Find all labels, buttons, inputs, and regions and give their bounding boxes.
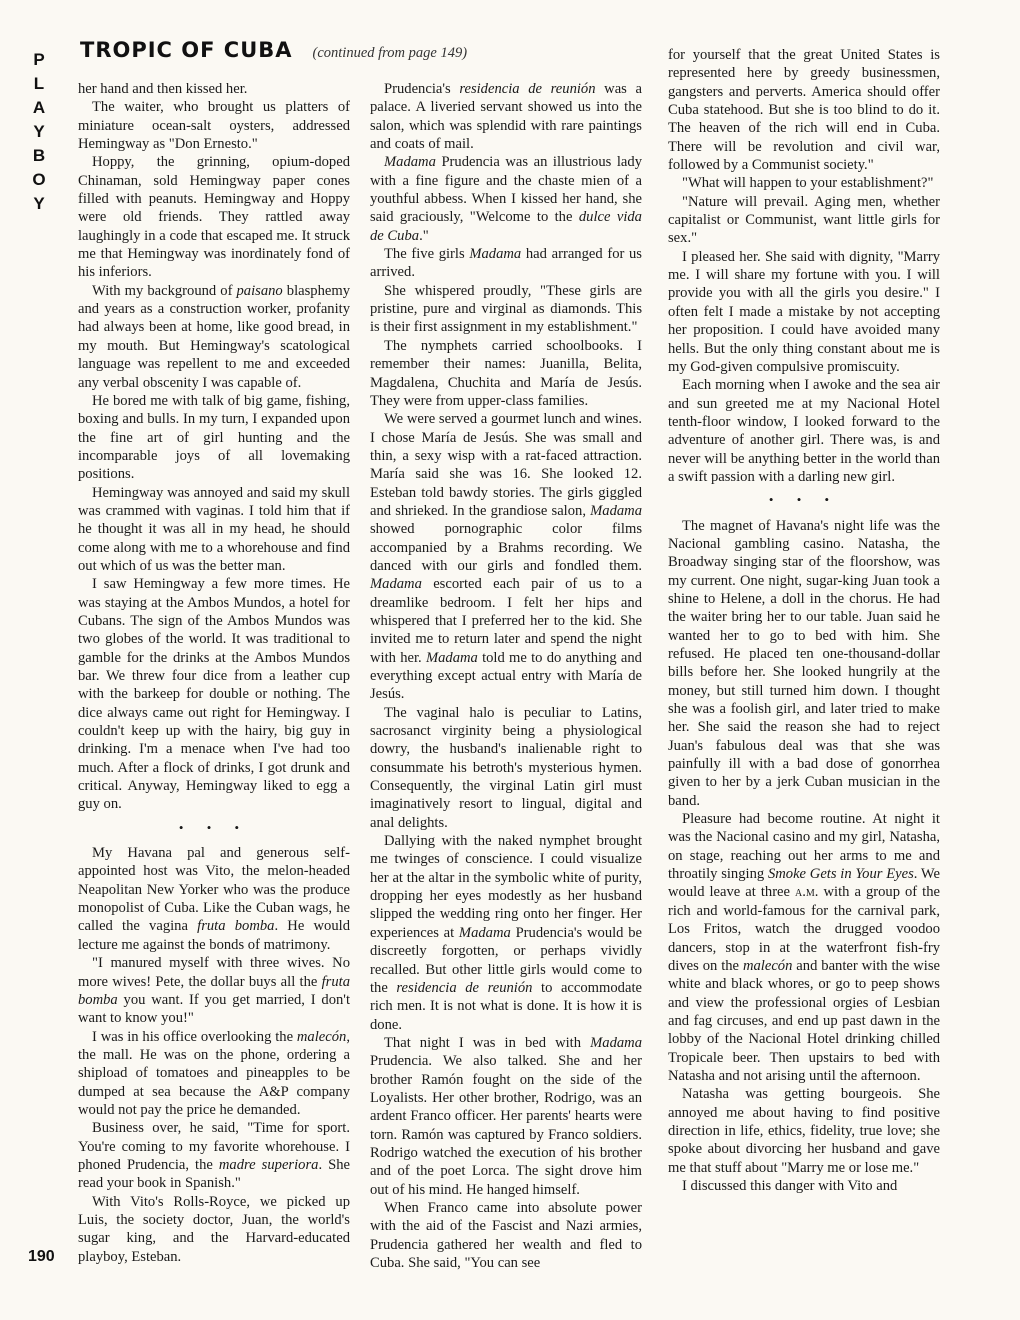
- article-header: [80, 38, 600, 78]
- paragraph: I discussed this danger with Vito and: [682, 1177, 898, 1194]
- masthead-letter: L: [33, 74, 45, 93]
- paragraph: Each morning when I awoke and the sea air and sun greeted me at my Nacional Hotel tenth-floor window, I looked forward to the adventure of another girl. There was, is and never will be anything better in the world than a swift passion with a darling new girl.: [668, 377, 940, 485]
- masthead-letter: O: [32, 170, 46, 189]
- paragraph: The waiter, who brought us platters of miniature ocean-salt oysters, addressed Hemingway as "Don Ernesto.": [78, 99, 350, 153]
- section-break: • • •: [178, 819, 250, 835]
- paragraph: Madama Prudencia was an illustrious lady with a fine figure and the chaste mien of a youthful abbess. When I kissed her hand, she said graciously, "Welcome to the dulce vida de Cuba.": [370, 154, 642, 244]
- article-title: TROPIC OF CUBA: [80, 38, 293, 62]
- paragraph: Pleasure had become routine. At night it was the Nacional casino and my girl, Natasha, on stage, reaching out her arms to me and throatily singing Smoke Gets in Your Eyes. We would leave at three a.m. with a group of the rich and world-famous for the carnival park, Los Fritos, watch the drugged voodoo dancers, stop in at the waterfront fish-fry dives on the malecón and banter with the wise white and black whores, or go to peep shows and view the professional orgies of Lesbian and fag circuses, and end up past dawn in the lobby of the Nacional Hotel drinking chilled Tropicale beer. Then upstairs to bed with Natasha and not arising until the afternoon.: [668, 811, 941, 1084]
- section-break: • • •: [768, 492, 840, 508]
- masthead-letter: P: [33, 50, 45, 69]
- paragraph: "Nature will prevail. Aging men, whether capitalist or Communist, want little girls for sex.": [668, 193, 940, 247]
- paragraph: I pleased her. She said with dignity, "Marry me. I will share my fortune with you. I will provide you with all the girls you desire." I often felt I made a mistake by not accepting her proposition. I could have avoided many hells. But the only thing constant about me is my God-given compulsive promiscuity.: [668, 248, 940, 375]
- masthead-letter: A: [32, 98, 46, 117]
- paragraph: Hoppy, the grinning, opium-doped Chinaman, sold Hemingway paper cones filled with peanuts. Hemingway and Hoppy were old friends. They rattled away laughingly in a code that escaped me. It struck me that Hemingway was inordinately fond of his inferiors.: [78, 154, 350, 281]
- continued-note: (continued from page 149): [312, 45, 468, 61]
- paragraph: Natasha was getting bourgeois. She annoyed me about having to find positive direction in life, ethics, fidelity, true love; she spoke about divorcing her husband and gave me that stuff about "Marry me or lose me.": [668, 1086, 940, 1176]
- masthead-letter: Y: [33, 122, 45, 141]
- paragraph: I was in his office overlooking the malecón, the mall. He was on the phone, ordering a shipload of tomatoes and pineapples to be dumped at sea because the A&P company would not pay the price he demanded.: [78, 1028, 350, 1118]
- paragraph: "What will happen to your establishment?": [682, 175, 934, 192]
- paragraph: My Havana pal and generous self-appointed host was Vito, the melon-headed Neapolitan New Yorker who was the produce monopolist of Cuba. Like the Cuban wags, he called the vagina fruta bomba. He would lecture me against the bonds of matrimony.: [78, 845, 351, 953]
- masthead-letter: B: [32, 146, 46, 165]
- paragraph: I saw Hemingway a few more times. He was staying at the Ambos Mundos, a hotel for Cubans. The sign of the Ambos Mundos was two globes of the world. It was traditional to gamble for the drinks at the Ambos Mundos bar. We threw four dice from a leather cup with the barkeep for double or nothing. The dice always came out right for Hemingway. I couldn't keep up with the hairy, big guy in drinking. I'm a menace when I've had too much. After a flock of drinks, I got drunk and critical. Anyway, Hemingway liked to egg a guy on.: [78, 576, 350, 813]
- paragraph: With my background of paisano blasphemy and years as a construction worker, profanity had always been at home, like good bread, in my mouth. But Hemingway's scatological language was repellent to me and exceeded any verbal obscenity I was capable of.: [78, 282, 350, 391]
- magazine-masthead: [30, 48, 48, 216]
- paragraph: The five girls Madama had arranged for us arrived.: [370, 246, 642, 281]
- paragraph: for yourself that the great United States is represented here by greedy businessmen, gangsters and perverts. America should offer Cuba statehood. But she is too blind to do it. The heaven of the rich will end in Cuba. There will be revolution and civil war, followed by a Communist society.": [668, 47, 940, 174]
- paragraph: That night I was in bed with Madama Prudencia. We also talked. She and her brother Ramón fought on the side of the Loyalists. Her other brother, Rodrigo, was an ardent Franco officer. Her parents' hearts were torn. Ramón was captured by Franco soldiers. Rodrigo watched the execution of his brother and of the poet Lorca. The sight drove him out of his mind. He hanged himself.: [370, 1034, 642, 1198]
- paragraph: "I manured myself with three wives. No more wives! Pete, the dollar buys all the fruta bomba you want. If you get married, I don't want to know you!": [78, 955, 350, 1027]
- paragraph: When Franco came into absolute power with the aid of the Fascist and Nazi armies, Prudencia gathered her wealth and fled to Cuba. She said, "You can see: [370, 1199, 642, 1271]
- text-column-1: [78, 80, 350, 1280]
- text-column-2: [370, 80, 642, 1280]
- paragraph: We were served a gourmet lunch and wines. I chose María de Jesús. She was small and thin, a sexy wisp with a rat-faced attraction. María said she was 16. She looked 12. Esteban told bawdy stories. The girls giggled and shrieked. In the grandiose salon, Madama showed pornographic color films accompanied by a Brahms recording. We danced with our girls and fondled them. Madama escorted each pair of us to a dreamlike bedroom. I felt her hips and whispered that I preferred her to the kid. She invited me to return later and spend the night with her. Madama told me to do anything and everything except actual entry with María de Jesús.: [370, 411, 642, 703]
- paragraph: With Vito's Rolls-Royce, we picked up Luis, the society doctor, Juan, the world's sugar king, and the Harvard-educated playboy, Esteban.: [78, 1193, 350, 1265]
- paragraph: Dallying with the naked nymphet brought me twinges of conscience. I could visualize her at the altar in the symbolic white of purity, dropping her eyes modestly as her husband slipped the wedding ring onto her finger. Her experiences at Madama Prudencia's would be discreetly forgotten, or perhaps vividly recalled. But other little girls would come to the residencia de reunión to accommodate rich men. It is not what is done. It is how it is done.: [370, 833, 642, 1033]
- paragraph: Prudencia's residencia de reunión was a palace. A liveried servant showed us into the salon, which was splendid with rare paintings and coats of mail.: [370, 81, 642, 153]
- paragraph: She whispered proudly, "These girls are pristine, pure and virginal as diamonds. This is their first assignment in my establishment.": [370, 282, 642, 336]
- paragraph: The nymphets carried schoolbooks. I remember their names: Juanilla, Belita, Magdalena, Chuchita and María de Jesús. They were from upper-class families.: [370, 337, 642, 409]
- masthead-letter: Y: [33, 194, 45, 213]
- paragraph: The magnet of Havana's night life was the Nacional gambling casino. Natasha, the Broadway singing star of the floorshow, was my current. One night, sugar-king Juan took a shine to Helene, a doll in the chorus. He had the waiter bring her to our table. Juan said he wanted her to go to bed with him. She refused. He placed ten one-thousand-dollar bills before her. She looked hungrily at the money, but still turned him down. I thought she was a foolish girl, and later tried to make her. She said the reason she had to reject Juan's fabulous deal was that she was painfully ill with a bad dose of gonorrhea given to her by a jerk Cuban musician in the band.: [668, 517, 940, 809]
- paragraph: He bored me with talk of big game, fishing, boxing and bulls. In my turn, I expanded upon the fine art of girl hunting and the incomparable joys of all lovemaking positions.: [78, 392, 350, 483]
- paragraph: Business over, he said, "Time for sport. You're coming to my favorite whorehouse. I phoned Prudencia, the madre superiora. She read your book in Spanish.": [78, 1120, 351, 1192]
- text-column-3: [668, 46, 940, 1276]
- paragraph: The vaginal halo is peculiar to Latins, sacrosanct virginity being a physiological dowry, the husband's inalienable right to consummate his betroth's mysterious hymen. Consequently, the virginal Latin girl must imaginatively resort to lingual, digital and anal delights.: [370, 704, 642, 831]
- page-number: 190: [28, 1248, 55, 1265]
- paragraph: her hand and then kissed her.: [78, 81, 248, 97]
- paragraph: Hemingway was annoyed and said my skull was crammed with vaginas. I told him that if he thought it was all in my head, he should come along with me to a whorehouse and find out which of us was the better man.: [78, 484, 350, 574]
